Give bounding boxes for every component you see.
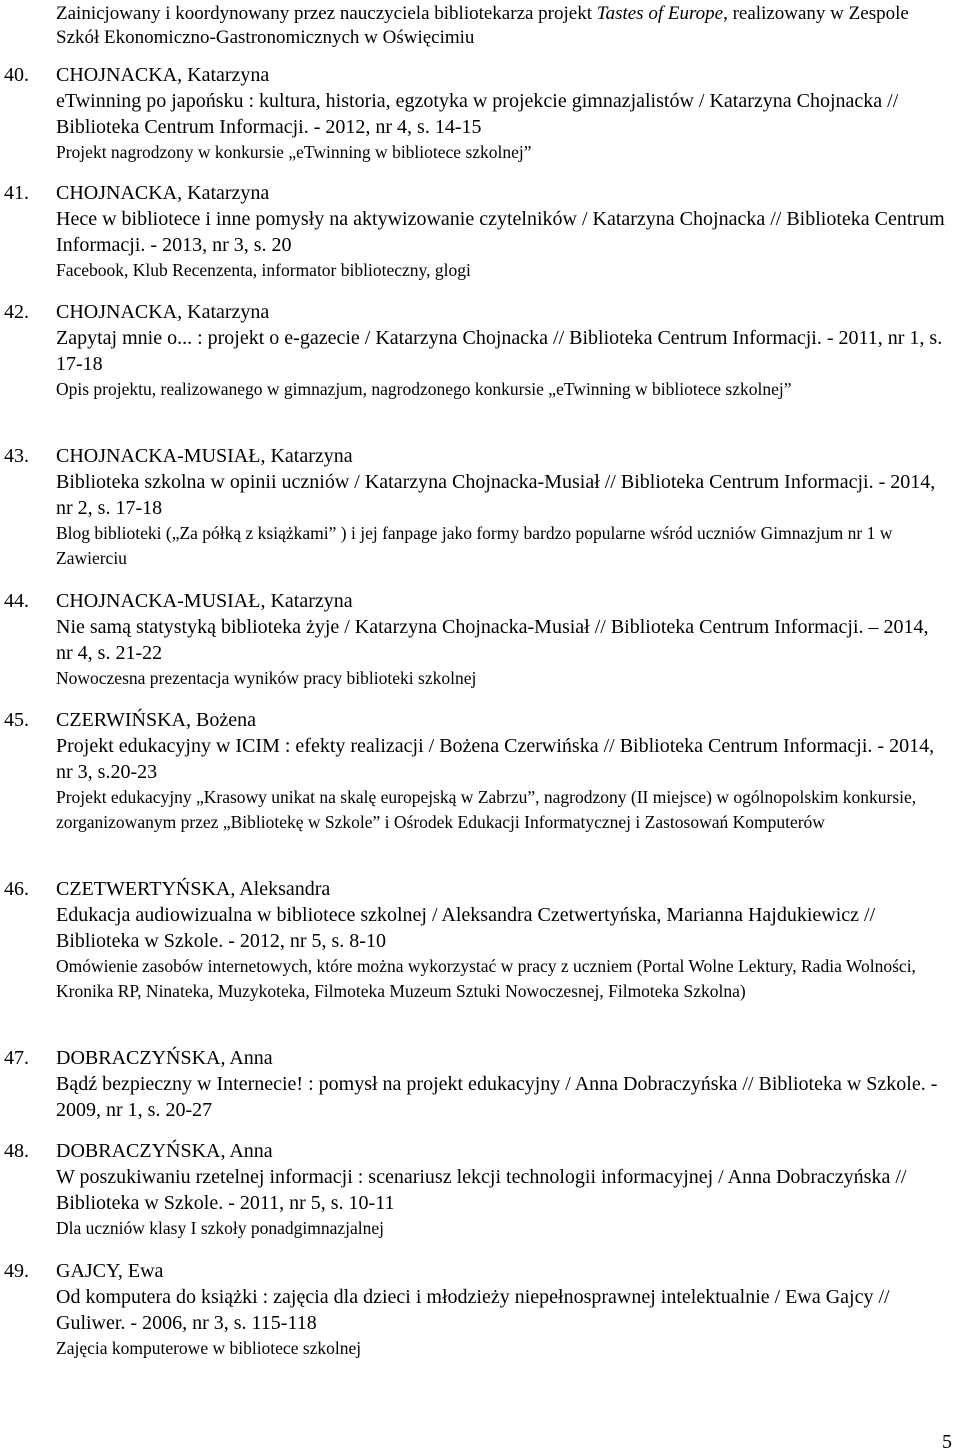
- entry-body: [56, 876, 946, 1004]
- entry-number: 42.: [4, 301, 29, 323]
- entry-number: 46.: [4, 878, 29, 900]
- entry-body: [56, 1258, 946, 1361]
- entry-number: 43.: [4, 445, 29, 467]
- entry-author: CZERWIŃSKA, Bożena: [56, 709, 256, 731]
- entry-body: [56, 707, 946, 835]
- entry-author: CHOJNACKA, Katarzyna: [56, 182, 270, 204]
- entry-title: Bądź bezpieczny w Internecie! : pomysł na projekt edukacyjny / Anna Dobraczyńska // Biblioteka w Szkole. - 2009, nr 1, s. 20-27: [56, 1073, 938, 1121]
- entry-annotation: Blog biblioteki („Za półką z książkami” ) i jej fanpage jako formy bardzo popularne wśród uczniów Gimnazjum nr 1 w Zawierciu: [56, 523, 893, 568]
- entry-title: Edukacja audiowizualna w bibliotece szkolnej / Aleksandra Czetwertyńska, Marianna Hajdukiewicz // Biblioteka w Szkole. - 2012, nr 5, s. 8-10: [56, 904, 876, 952]
- entry-body: [56, 180, 946, 283]
- entry-annotation: Facebook, Klub Recenzenta, informator biblioteczny, glogi: [56, 260, 471, 280]
- entry-annotation: Dla uczniów klasy I szkoły ponadgimnazjalnej: [56, 1218, 385, 1238]
- entry-author: CZETWERTYŃSKA, Aleksandra: [56, 878, 331, 900]
- entry-annotation: Omówienie zasobów internetowych, które można wykorzystać w pracy z uczniem (Portal Wolne Lektury, Radia Wolności, Kronika RP, Ninateka, Muzykoteka, Filmoteka Muzeum Sztuki Nowoczesnej, Filmoteka Szkolna): [56, 956, 916, 1001]
- entry-title: W poszukiwaniu rzetelnej informacji : scenariusz lekcji technologii informacyjnej / Anna Dobraczyńska // Biblioteka w Szkole. - 2011, nr 5, s. 10-11: [56, 1166, 907, 1214]
- entry-body: [56, 588, 946, 691]
- entry-author: DOBRACZYŃSKA, Anna: [56, 1140, 273, 1162]
- entry-number: 40.: [4, 64, 29, 86]
- intro-text-after: , realizowany w Zespole Szkół Ekonomiczno-Gastronomicznych w Oświęcimiu: [56, 3, 909, 48]
- intro-text-before: Zainicjowany i koordynowany przez nauczyciela bibliotekarza projekt: [56, 3, 597, 24]
- entry-body: [56, 443, 946, 571]
- entry-author: CHOJNACKA, Katarzyna: [56, 64, 270, 86]
- entry-author: DOBRACZYŃSKA, Anna: [56, 1047, 273, 1069]
- entry-annotation: Projekt nagrodzony w konkursie „eTwinning w bibliotece szkolnej”: [56, 142, 532, 162]
- entry-number: 41.: [4, 182, 29, 204]
- entry-annotation: Zajęcia komputerowe w bibliotece szkolnej: [56, 1338, 362, 1358]
- entry-author: CHOJNACKA-MUSIAŁ, Katarzyna: [56, 590, 353, 612]
- entry-title: Biblioteka szkolna w opinii uczniów / Katarzyna Chojnacka-Musiał // Biblioteka Centrum Informacji. - 2014, nr 2, s. 17-18: [56, 471, 936, 519]
- entry-body: [56, 299, 946, 402]
- intro-project-name: Tastes of Europe: [596, 3, 724, 24]
- entry-annotation: Projekt edukacyjny „Krasowy unikat na skalę europejską w Zabrzu”, nagrodzony (II miejsce) w ogólnopolskim konkursie, zorganizowanym przez „Bibliotekę w Szkole” i Ośrodek Edukacji Informatycznej i Zastosowań Komputerów: [56, 787, 917, 832]
- entry-title: Hece w bibliotece i inne pomysły na aktywizowanie czytelników / Katarzyna Chojnacka // Biblioteka Centrum Informacji. - 2013, nr 3, s. 20: [56, 208, 945, 256]
- entry-title: Nie samą statystyką biblioteka żyje / Katarzyna Chojnacka-Musiał // Biblioteka Centrum Informacji. – 2014, nr 4, s. 21-22: [56, 616, 929, 664]
- entry-author: CHOJNACKA, Katarzyna: [56, 301, 270, 323]
- entry-annotation: Nowoczesna prezentacja wyników pracy biblioteki szkolnej: [56, 668, 477, 688]
- entry-author: GAJCY, Ewa: [56, 1260, 164, 1282]
- entry-number: 44.: [4, 590, 29, 612]
- page-number: 5: [942, 1431, 952, 1453]
- entry-title: Projekt edukacyjny w ICIM : efekty realizacji / Bożena Czerwińska // Biblioteka Centrum Informacji. - 2014, nr 3, s.20-23: [56, 735, 935, 783]
- entry-number: 47.: [4, 1047, 29, 1069]
- entry-title: Od komputera do książki : zajęcia dla dzieci i młodzieży niepełnosprawnej intelektualnie / Ewa Gajcy // Guliwer. - 2006, nr 3, s. 115-118: [56, 1286, 890, 1334]
- entry-number: 49.: [4, 1260, 29, 1282]
- entry-number: 48.: [4, 1140, 29, 1162]
- intro-paragraph: [56, 2, 946, 50]
- entry-author: CHOJNACKA-MUSIAŁ, Katarzyna: [56, 445, 353, 467]
- entry-title: Zapytaj mnie o... : projekt o e-gazecie / Katarzyna Chojnacka // Biblioteka Centrum Informacji. - 2011, nr 1, s. 17-18: [56, 327, 943, 375]
- entry-body: [56, 1138, 946, 1241]
- entry-body: [56, 62, 946, 165]
- entry-body: [56, 1045, 946, 1123]
- entry-annotation: Opis projektu, realizowanego w gimnazjum, nagrodzonego konkursie „eTwinning w bibliotece szkolnej”: [56, 379, 792, 399]
- entry-number: 45.: [4, 709, 29, 731]
- entry-title: eTwinning po japońsku : kultura, historia, egzotyka w projekcie gimnazjalistów / Katarzyna Chojnacka // Biblioteka Centrum Informacji. - 2012, nr 4, s. 14-15: [56, 90, 899, 138]
